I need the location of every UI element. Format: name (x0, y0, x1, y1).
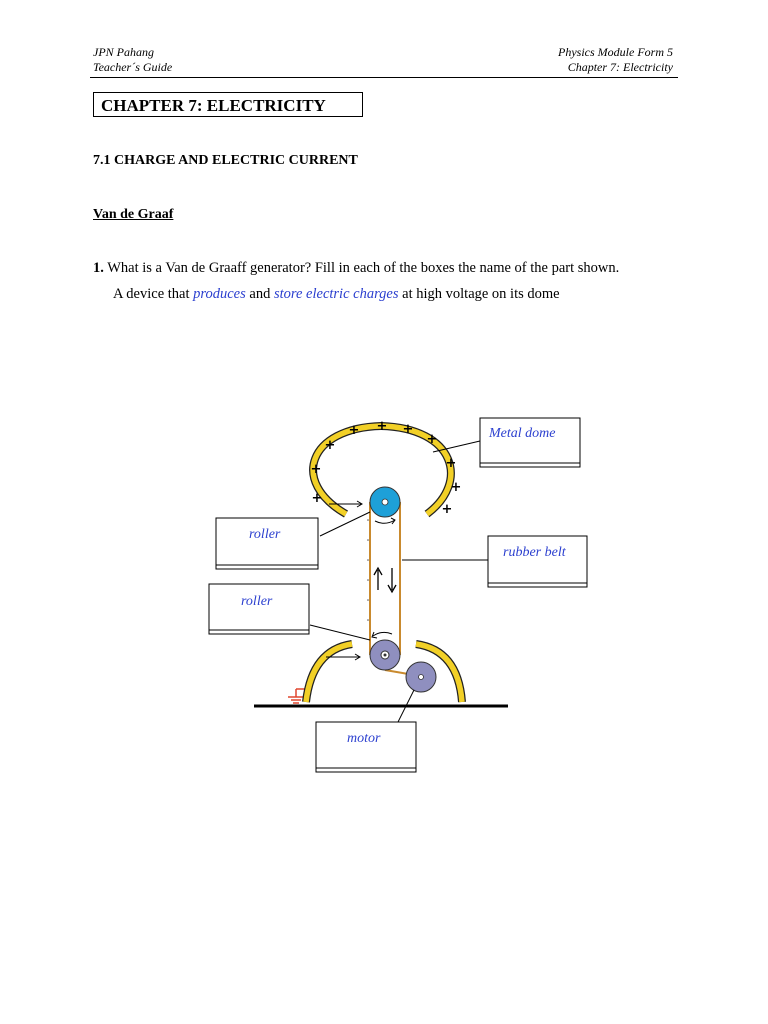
chapter-title: CHAPTER 7: ELECTRICITY (93, 92, 363, 117)
label-roller-bottom: roller (241, 594, 273, 609)
bottom-roller-center (384, 654, 387, 657)
charge-2: + (376, 419, 388, 434)
charge-3: + (402, 422, 414, 437)
motor-box (316, 722, 416, 772)
comb-arrows (326, 501, 395, 660)
question-number: 1. (93, 260, 104, 276)
header-org: JPN Pahang (93, 45, 154, 59)
header-module: Physics Module Form 5 (558, 45, 673, 59)
charge-9: + (450, 480, 462, 495)
charge-10: + (441, 502, 453, 517)
belt-charge-dots (367, 519, 369, 621)
base-shell-left (306, 644, 352, 702)
label-rubber-belt: rubber belt (503, 545, 566, 560)
answer-fill-store: store electric charges (273, 286, 399, 302)
label-roller-top: roller (249, 527, 281, 542)
motor-pulley-axle (419, 675, 424, 680)
answer-middle: and (245, 286, 274, 302)
roller-bottom-box (209, 584, 309, 634)
charge-4: + (324, 438, 336, 453)
answer-suffix: at high voltage on its dome (398, 286, 560, 302)
answer-prefix: A device that (113, 286, 194, 302)
charge-7: + (445, 456, 457, 471)
charge-8: + (311, 491, 323, 506)
section-title: 7.1 CHARGE AND ELECTRIC CURRENT (93, 153, 358, 168)
answer-fill-produces: produces (193, 286, 246, 302)
rubber-belt-box (488, 536, 587, 587)
subsection-title: Van de Graaf (93, 207, 174, 222)
charge-1: + (348, 423, 360, 438)
charge-6: + (310, 462, 322, 477)
label-motor: motor (347, 731, 381, 746)
header-guide: Teacher´s Guide (93, 60, 173, 74)
roller-top-box (216, 518, 318, 569)
belt-direction-arrows (374, 568, 396, 592)
charge-5: + (426, 432, 438, 447)
top-roller-axle (382, 499, 388, 505)
question-text: What is a Van de Graaff generator? Fill in each of the boxes the name of the part shown. (103, 260, 620, 276)
header-chapter: Chapter 7: Electricity (567, 60, 673, 74)
label-metal-dome: Metal dome (489, 426, 556, 441)
